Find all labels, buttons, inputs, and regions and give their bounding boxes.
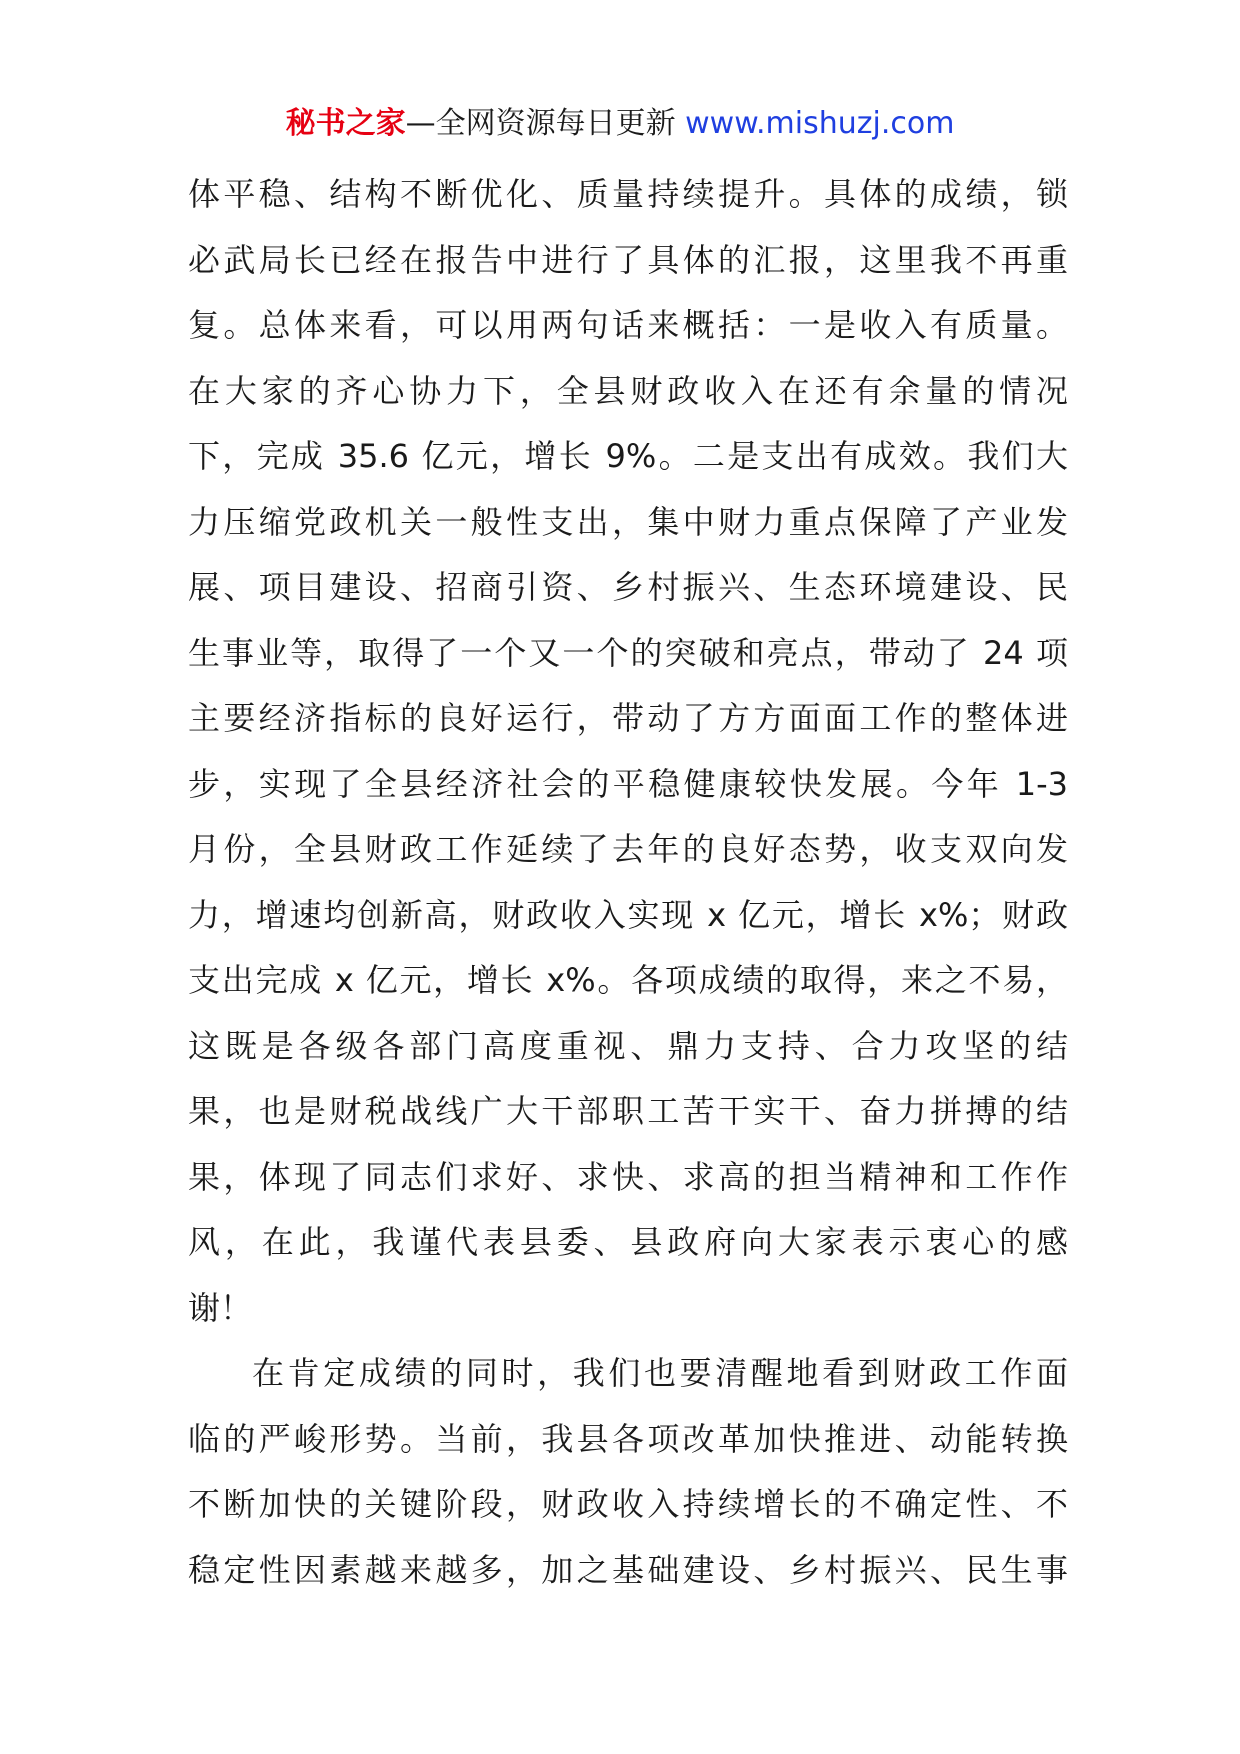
text-line: 果，体现了同志们求好、求快、求高的担当精神和工作作	[188, 1157, 1068, 1196]
text-line: 稳定性因素越来越多，加之基础建设、乡村振兴、民生事	[188, 1550, 1068, 1589]
text-line: 在大家的齐心协力下，全县财政收入在还有余量的情况	[188, 371, 1068, 410]
text-line: 步，实现了全县经济社会的平稳健康较快发展。今年 1-3	[188, 764, 1068, 803]
text-line: 力压缩党政机关一般性支出，集中财力重点保障了产业发	[188, 502, 1068, 541]
text-line: 复。总体来看，可以用两句话来概括：一是收入有质量。	[188, 306, 1068, 344]
text-line: 支出完成 x 亿元，增长 x%。各项成绩的取得，来之不易，	[188, 961, 1068, 999]
header-tagline: —全网资源每日更新	[405, 106, 686, 141]
text-line: 月份，全县财政工作延续了去年的良好态势，收支双向发	[188, 830, 1068, 868]
text-line: 生事业等，取得了一个又一个的突破和亮点，带动了 24 项	[188, 633, 1068, 672]
text-line: 主要经济指标的良好运行，带动了方方面面工作的整体进	[188, 699, 1068, 737]
text-line: 果，也是财税战线广大干部职工苦干实干、奋力拼搏的结	[188, 1092, 1068, 1130]
website-link[interactable]: www.mishuzj.com	[685, 106, 955, 141]
text-line: 这既是各级各部门高度重视、鼎力支持、合力攻坚的结	[188, 1026, 1068, 1065]
text-line: 风，在此，我谨代表县委、县政府向大家表示衷心的感	[188, 1223, 1068, 1261]
text-line: 力，增速均创新高，财政收入实现 x 亿元，增长 x%；财政	[188, 895, 1068, 934]
brand-name: 秘书之家	[285, 106, 406, 141]
text-line: 不断加快的关键阶段，财政收入持续增长的不确定性、不	[188, 1485, 1068, 1523]
text-line: 必武局长已经在报告中进行了具体的汇报，这里我不再重	[188, 240, 1068, 279]
text-line: 在肯定成绩的同时，我们也要清醒地看到财政工作面	[252, 1354, 1068, 1392]
text-line: 临的严峻形势。当前，我县各项改革加快推进、动能转换	[188, 1419, 1068, 1458]
page-header	[0, 100, 1240, 148]
text-line: 展、项目建设、招商引资、乡村振兴、生态环境建设、民	[188, 568, 1068, 606]
text-line: 下，完成 35.6 亿元，增长 9%。二是支出有成效。我们大	[188, 437, 1068, 475]
text-line: 谢！	[188, 1288, 253, 1327]
document-body	[188, 162, 1068, 1603]
text-line: 体平稳、结构不断优化、质量持续提升。具体的成绩，锁	[188, 175, 1068, 213]
